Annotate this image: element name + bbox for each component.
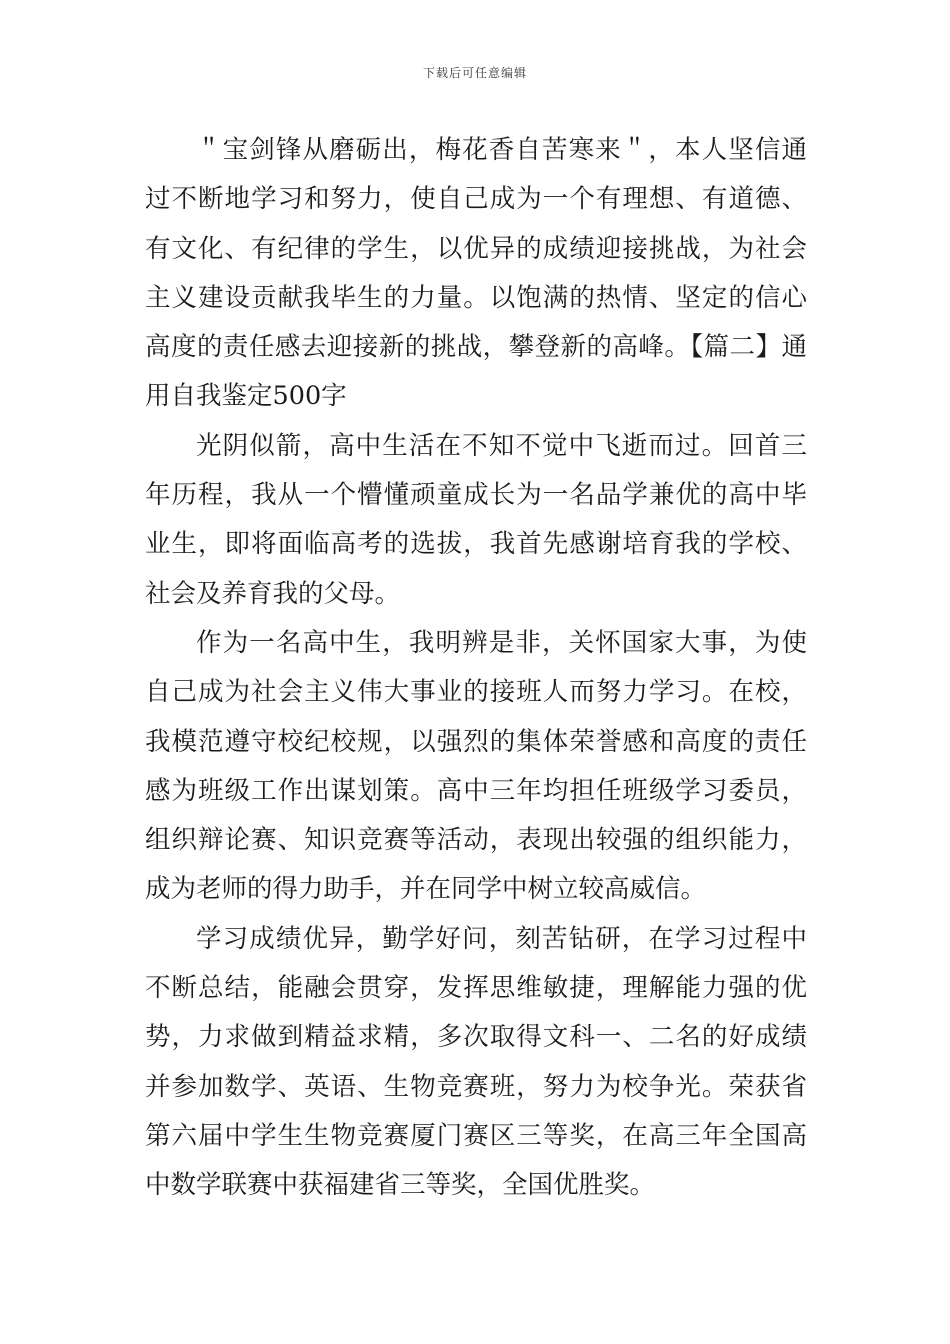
paragraph-1: ＂宝剑锋从磨砺出，梅花香自苦寒来＂，本人坚信通过不断地学习和努力，使自己成为一个有理想、有道德、有文化、有纪律的学生，以优异的成绩迎接挑战，为社会主义建设贡献我毕生的力量。以饱满的热情、坚定的信心高度的责任感去迎接新的挑战，攀登新的高峰。【篇二】通用自我鉴定500字	[145, 135, 807, 412]
paragraph-3: 作为一名高中生，我明辨是非，关怀国家大事，为使自己成为社会主义伟大事业的接班人而努力学习。在校，我模范遵守校纪校规，以强烈的集体荣誉感和高度的责任感为班级工作出谋划策。高中三年均担任班级学习委员，组织辩论赛、知识竞赛等活动，表现出较强的组织能力，成为老师的得力助手，并在同学中树立较高威信。	[145, 627, 807, 905]
paragraph-2: 光阴似箭，高中生活在不知不觉中飞逝而过。回首三年历程，我从一个懵懂顽童成长为一名品学兼优的高中毕业生，即将面临高考的选拔，我首先感谢培育我的学校、社会及养育我的父母。	[145, 430, 807, 609]
document-body	[145, 126, 807, 1211]
paragraph-4: 学习成绩优异，勤学好问，刻苦钻研，在学习过程中不断总结，能融会贯穿，发挥思维敏捷，理解能力强的优势，力求做到精益求精，多次取得文科一、二名的好成绩并参加数学、英语、生物竞赛班，努力为校争光。荣获省第六届中学生生物竞赛厦门赛区三等奖，在高三年全国高中数学联赛中获福建省三等奖，全国优胜奖。	[145, 923, 807, 1201]
page-header: 下载后可任意编辑	[422, 66, 527, 80]
